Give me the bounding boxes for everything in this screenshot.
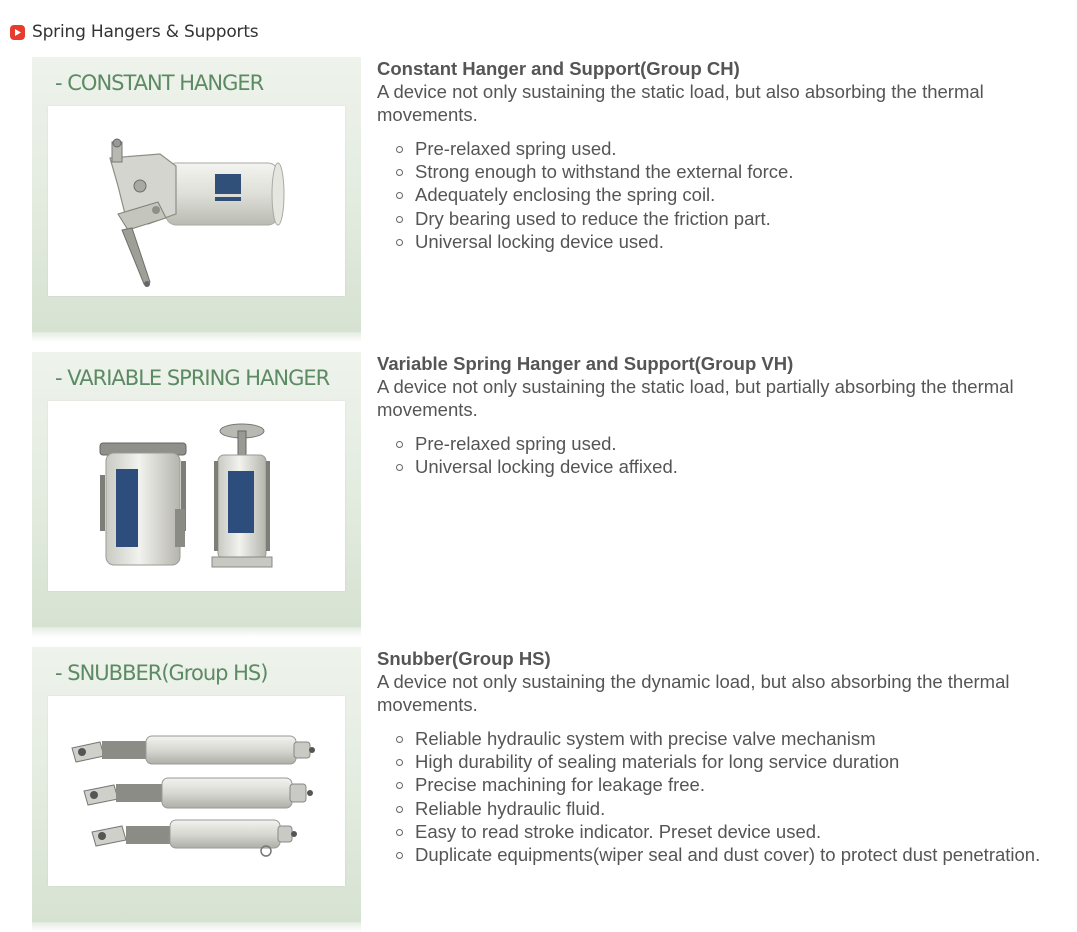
product-title: Variable Spring Hanger and Support(Group VH): [377, 353, 794, 374]
product-description: A device not only sustaining the dynamic load, but also absorbing the thermal movements.: [377, 671, 1010, 715]
product-description-block: [377, 647, 1072, 866]
product-description: A device not only sustaining the static load, but partially absorbing the thermal movements.: [377, 376, 1014, 420]
product-title: Constant Hanger and Support(Group CH): [377, 58, 740, 79]
product-image-panel: [32, 647, 361, 923]
product-image-panel: [32, 57, 361, 333]
list-item: Pre-relaxed spring used.: [415, 432, 1072, 455]
list-item: Precise machining for leakage free.: [415, 773, 1072, 796]
product-image-label: - CONSTANT HANGER: [55, 71, 264, 95]
product-description: A device not only sustaining the static load, but also absorbing the thermal movements.: [377, 81, 984, 125]
variable-spring-hanger-illustration: [48, 401, 345, 591]
list-item: Duplicate equipments(wiper seal and dust cover) to protect dust penetration.: [415, 843, 1072, 866]
feature-list: [377, 137, 1072, 253]
product-image-panel: [32, 352, 361, 628]
list-item: Reliable hydraulic fluid.: [415, 797, 1072, 820]
product-image-label: - VARIABLE SPRING HANGER: [55, 366, 330, 390]
section-header: [10, 20, 258, 44]
section-title: Spring Hangers & Supports: [32, 22, 259, 42]
product-image-label: - SNUBBER(Group HS): [55, 661, 268, 685]
list-item: Easy to read stroke indicator. Preset device used.: [415, 820, 1072, 843]
snubber-illustration: [48, 696, 345, 886]
constant-hanger-illustration: [48, 106, 345, 296]
product-title: Snubber(Group HS): [377, 648, 551, 669]
play-square-icon: [10, 25, 25, 40]
list-item: Dry bearing used to reduce the friction part.: [415, 207, 1072, 230]
feature-list: [377, 727, 1072, 866]
list-item: Strong enough to withstand the external force.: [415, 160, 1072, 183]
list-item: High durability of sealing materials for long service duration: [415, 750, 1072, 773]
list-item: Universal locking device used.: [415, 230, 1072, 253]
list-item: Universal locking device affixed.: [415, 455, 1072, 478]
list-item: Pre-relaxed spring used.: [415, 137, 1072, 160]
product-description-block: [377, 57, 1072, 253]
feature-list: [377, 432, 1072, 478]
list-item: Adequately enclosing the spring coil.: [415, 183, 1072, 206]
list-item: Reliable hydraulic system with precise valve mechanism: [415, 727, 1072, 750]
product-description-block: [377, 352, 1072, 478]
